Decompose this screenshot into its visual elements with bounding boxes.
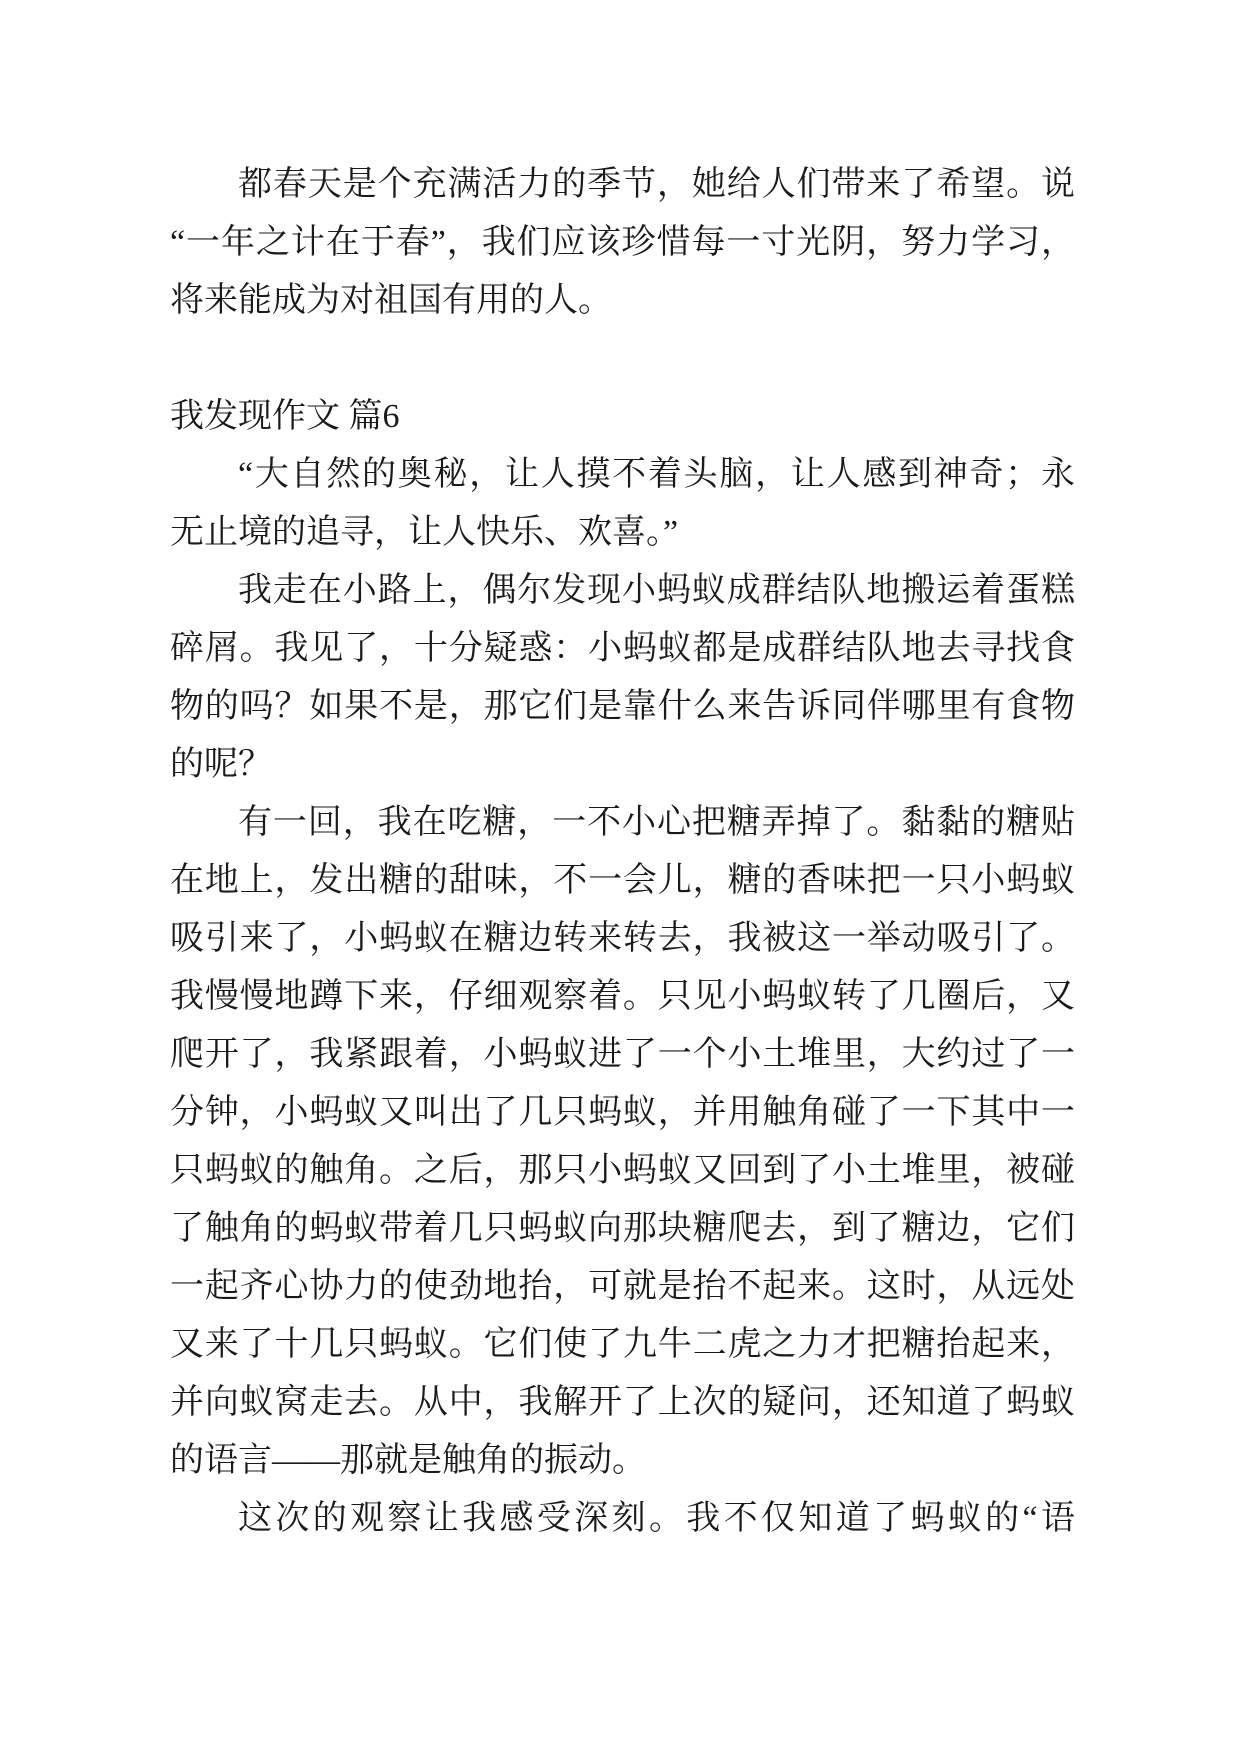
text-line: “一年之计在于春”，我们应该珍惜每一寸光阴，努力学习， [170, 224, 1075, 261]
text-line: 我走在小路上，偶尔发现小蚂蚁成群结队地搬运着蛋糕 [238, 572, 1075, 609]
text-line: 无止境的追寻，让人快乐、欢喜。” [170, 514, 679, 551]
text-line: 物的吗？如果不是，那它们是靠什么来告诉同伴哪里有食物 [170, 688, 1075, 725]
text-line: 吸引来了，小蚂蚁在糖边转来转去，我被这一举动吸引了。 [170, 920, 1075, 957]
text-line: 这次的观察让我感受深刻。我不仅知道了蚂蚁的“语 [238, 1500, 1075, 1537]
text-line: 并向蚁窝走去。从中，我解开了上次的疑问，还知道了蚂蚁 [170, 1384, 1075, 1421]
text-line: 有一回，我在吃糖，一不小心把糖弄掉了。黏黏的糖贴 [238, 804, 1075, 841]
text-line: 将来能成为对祖国有用的人。 [170, 282, 612, 319]
section-heading: 我发现作文 篇6 [170, 398, 400, 435]
text-line: 在地上，发出糖的甜味，不一会儿，糖的香味把一只小蚂蚁 [170, 862, 1075, 899]
text-line: 分钟，小蚂蚁又叫出了几只蚂蚁，并用触角碰了一下其中一 [170, 1094, 1075, 1131]
text-line: 了触角的蚂蚁带着几只蚂蚁向那块糖爬去，到了糖边，它们 [170, 1210, 1075, 1247]
text-line: 的呢？ [170, 746, 272, 783]
text-line: 只蚂蚁的触角。之后，那只小蚂蚁又回到了小土堆里，被碰 [170, 1152, 1075, 1189]
text-line: 又来了十几只蚂蚁。它们使了九牛二虎之力才把糖抬起来， [170, 1326, 1075, 1363]
text-line: 爬开了，我紧跟着，小蚂蚁进了一个小土堆里，大约过了一 [170, 1036, 1075, 1073]
text-line: 我慢慢地蹲下来，仔细观察着。只见小蚂蚁转了几圈后，又 [170, 978, 1075, 1015]
text-line: 一起齐心协力的使劲地抬，可就是抬不起来。这时，从远处 [170, 1268, 1075, 1305]
text-line: “大自然的奥秘，让人摸不着头脑，让人感到神奇；永 [238, 456, 1075, 493]
text-line: 都春天是个充满活力的季节，她给人们带来了希望。说 [238, 166, 1075, 203]
text-line: 的语言——那就是触角的振动。 [170, 1442, 646, 1479]
text-line: 碎屑。我见了，十分疑惑：小蚂蚁都是成群结队地去寻找食 [170, 630, 1075, 667]
